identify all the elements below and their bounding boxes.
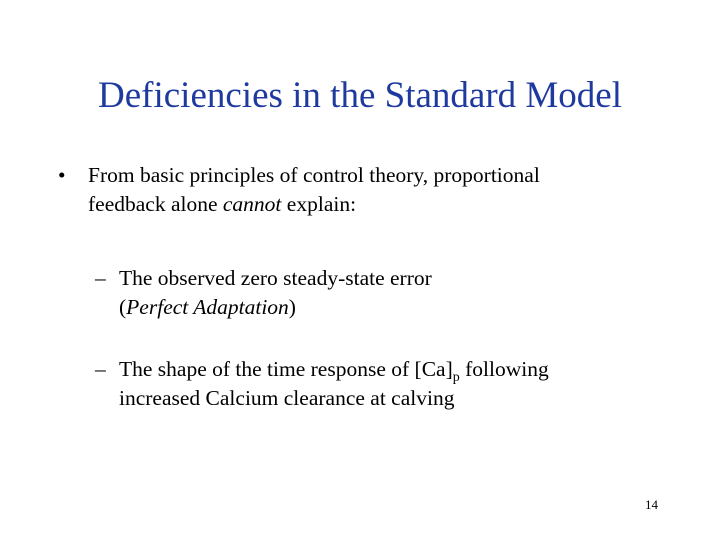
sub-bullet-1 bbox=[95, 264, 639, 322]
sub-bullet-1-emphasis: Perfect Adaptation bbox=[126, 295, 289, 319]
sub-bullet-2-line-1 bbox=[119, 355, 639, 384]
bullet-line-2-post: explain: bbox=[281, 192, 357, 216]
main-bullet bbox=[58, 161, 648, 219]
sub-bullet-1-close-paren: ) bbox=[288, 295, 296, 319]
sub-bullet-2-line-1-post: following bbox=[459, 357, 549, 381]
sub-bullet-1-line-1 bbox=[119, 264, 639, 293]
sub-bullet-1-line-2 bbox=[119, 293, 639, 322]
bullet-line-2-emphasis: cannot bbox=[222, 192, 282, 216]
sub-bullet-2-subscript: p bbox=[452, 370, 460, 385]
bullet-line-2-pre: feedback alone bbox=[88, 192, 223, 216]
bullet-marker: • bbox=[58, 163, 66, 187]
slide-title: Deficiencies in the Standard Model bbox=[98, 75, 622, 116]
sub-bullet-2-line-2-text: increased Calcium clearance at calving bbox=[119, 386, 455, 410]
sub-bullet-2-line-2 bbox=[119, 384, 639, 413]
sub-bullet-1-line-1-text: The observed zero steady-state error bbox=[119, 266, 432, 290]
page-number: 14 bbox=[645, 497, 658, 512]
sub-bullet-1-marker: – bbox=[95, 266, 106, 290]
bullet-line-1-text: From basic principles of control theory, proportional bbox=[88, 163, 540, 187]
sub-bullet-1-open-paren: ( bbox=[119, 295, 127, 319]
sub-bullet-2 bbox=[95, 355, 639, 413]
bullet-line-2 bbox=[88, 190, 648, 219]
bullet-line-1 bbox=[88, 161, 648, 190]
sub-bullet-2-line-1-pre: The shape of the time response of [Ca] bbox=[119, 357, 453, 381]
sub-bullet-2-marker: – bbox=[95, 357, 106, 381]
